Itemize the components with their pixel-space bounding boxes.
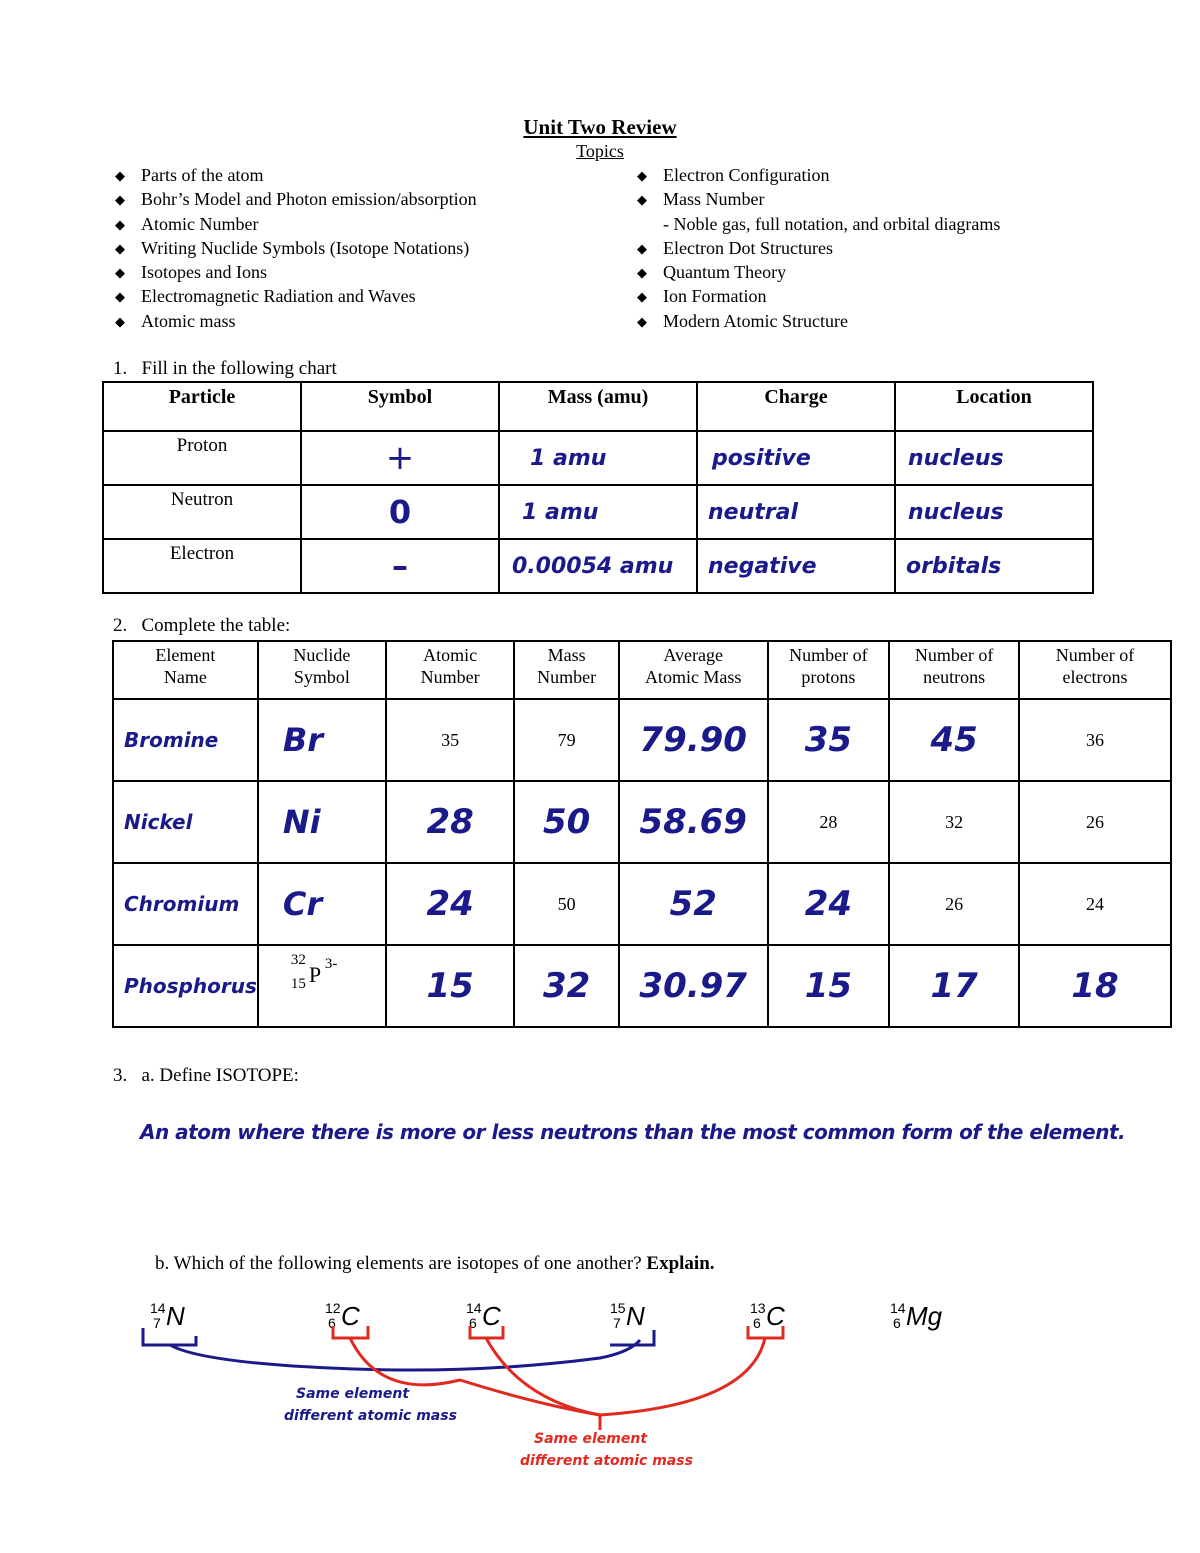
diamond-bullet-icon: ◆ <box>637 266 647 282</box>
nuclide-el: N <box>166 1301 185 1331</box>
nuclide-el: Mg <box>906 1301 943 1331</box>
q2-number: 2. <box>113 615 128 636</box>
diamond-bullet-icon: ◆ <box>115 266 125 282</box>
nuclide-el: N <box>626 1301 645 1331</box>
column-header-line: protons <box>801 667 856 687</box>
column-header-line: neutrons <box>923 667 986 687</box>
handwritten-location: nucleus <box>908 499 1004 525</box>
topic-label: Parts of the atom <box>141 165 264 185</box>
handwritten-value: Ni <box>282 803 321 841</box>
handwritten-value: 50 <box>543 802 591 842</box>
nuclide-part: 15 <box>290 975 306 992</box>
handwritten-value: Br <box>282 721 324 759</box>
nuclide-mass: 13 <box>750 1300 766 1316</box>
isotope-definition-answer: An atom where there is more or less neutrons than the most common form of the element. <box>140 1120 1126 1144</box>
red-note <box>520 1428 693 1472</box>
nuclide-el: C <box>482 1301 501 1331</box>
handwritten-location: nucleus <box>908 445 1004 471</box>
header-charge: Charge <box>697 382 895 431</box>
nuclide-part: 32 <box>290 951 306 968</box>
header-particle: Particle <box>103 382 301 431</box>
bracket-n15 <box>610 1330 654 1345</box>
topic-label: Ion Formation <box>663 286 767 307</box>
diamond-bullet-icon: ◆ <box>115 169 125 184</box>
column-header-line: Name <box>163 667 207 687</box>
topic-label: Quantum Theory <box>663 262 787 283</box>
header-symbol: Symbol <box>301 382 499 431</box>
handwritten-value: 52 <box>669 884 717 924</box>
topics-heading: Topics <box>576 141 624 161</box>
handwritten-charge: negative <box>708 553 817 579</box>
particle-name: Electron <box>103 539 301 593</box>
handwritten-value: 35 <box>804 720 853 760</box>
diamond-bullet-icon: ◆ <box>637 241 647 257</box>
header-location: Location <box>895 382 1093 431</box>
topic-label: Bohr’s Model and Photon emission/absorption <box>141 189 477 210</box>
q2-prompt: Complete the table: <box>141 615 291 636</box>
handwritten-symbol: 0 <box>388 493 412 531</box>
blue-note-line-2: different atomic mass <box>284 1408 457 1424</box>
topic-label: Atomic Number <box>141 213 259 234</box>
printed-value: 50 <box>557 893 576 914</box>
handwritten-value: 32 <box>543 966 591 1006</box>
q3-part-b-text: b. Which of the following elements are isotopes of one another? <box>155 1253 642 1274</box>
handwritten-charge: positive <box>712 445 811 471</box>
page-title: Unit Two Review <box>523 115 677 139</box>
handwritten-mass: 1 amu <box>530 445 607 471</box>
q1-number: 1. <box>113 358 128 379</box>
printed-value: 28 <box>819 811 838 832</box>
handwritten-mass: 0.00054 amu <box>512 553 674 579</box>
q1-prompt: Fill in the following chart <box>141 358 337 379</box>
handwritten-value: Nickel <box>124 810 193 834</box>
column-header-line: Atomic <box>423 645 478 665</box>
topic-label: Electron Configuration <box>663 165 830 185</box>
topic-label: Isotopes and Ions <box>141 262 267 283</box>
topic-label: Electromagnetic Radiation and Waves <box>141 286 416 307</box>
bracket-c13 <box>748 1326 783 1338</box>
diamond-bullet-icon: ◆ <box>115 241 125 257</box>
diamond-bullet-icon: ◆ <box>115 217 125 233</box>
column-header-line: Atomic Mass <box>644 667 742 687</box>
column-header-line: Number of <box>1055 645 1135 665</box>
topic-label: Mass Number <box>663 189 765 210</box>
handwritten-value: 15 <box>426 966 474 1006</box>
nuclide-mass: 15 <box>610 1300 626 1316</box>
column-header-line: Number <box>420 667 480 687</box>
column-header-line: electrons <box>1062 667 1128 687</box>
nuclide-mass: 12 <box>325 1300 341 1316</box>
nuclide-mass: 14 <box>150 1300 166 1316</box>
handwritten-symbol: – <box>392 547 408 585</box>
printed-value: 35 <box>441 729 460 750</box>
column-header-line: Number of <box>914 645 994 665</box>
handwritten-value: 58.69 <box>639 802 747 842</box>
handwritten-value: 28 <box>426 802 474 842</box>
column-header-line: Number of <box>789 645 868 665</box>
nuclide-el: C <box>341 1301 360 1331</box>
column-header-line: Mass <box>547 645 586 665</box>
diamond-bullet-icon: ◆ <box>637 169 647 184</box>
nuclide-atomic: 6 <box>893 1315 901 1331</box>
handwritten-value: 45 <box>930 720 978 760</box>
column-header-line: Nuclide <box>293 645 351 665</box>
handwritten-charge: neutral <box>708 499 798 525</box>
printed-value: 36 <box>1085 729 1104 750</box>
handwritten-symbol: + <box>385 438 415 478</box>
printed-value: 79 <box>557 729 576 750</box>
diamond-bullet-icon: ◆ <box>637 193 647 209</box>
blue-note <box>284 1383 457 1427</box>
topic-label: - Noble gas, full notation, and orbital diagrams <box>663 213 1001 234</box>
q3-number: 3. <box>113 1065 128 1086</box>
column-header-line: Symbol <box>293 667 350 687</box>
handwritten-value: 17 <box>930 966 978 1006</box>
bracket-c14 <box>470 1326 503 1338</box>
topic-label: Electron Dot Structures <box>663 237 833 258</box>
red-note-line-1: Same element <box>534 1431 648 1447</box>
handwritten-value: Bromine <box>124 728 219 752</box>
particle-name: Proton <box>103 431 301 485</box>
handwritten-value: 24 <box>426 884 474 924</box>
handwritten-value: 18 <box>1071 966 1119 1006</box>
handwritten-value: Phosphorus <box>124 974 257 998</box>
topic-label: Atomic mass <box>141 310 236 331</box>
handwritten-value: Cr <box>282 885 323 923</box>
nuclide-el: C <box>766 1301 785 1331</box>
printed-value: 26 <box>1085 811 1104 832</box>
topic-label: Modern Atomic Structure <box>663 310 848 331</box>
handwritten-value: Chromium <box>124 892 240 916</box>
topic-label: Writing Nuclide Symbols (Isotope Notations) <box>141 237 470 258</box>
link-nitrogen-isotopes <box>170 1340 640 1370</box>
handwritten-value: 79.90 <box>639 720 747 760</box>
nuclide-mass: 14 <box>890 1300 906 1316</box>
nuclide-mass: 14 <box>466 1300 482 1316</box>
red-note-line-2: different atomic mass <box>520 1453 693 1469</box>
printed-value: 32 <box>945 811 964 832</box>
column-header-line: Number <box>537 667 597 687</box>
nuclide-atomic: 7 <box>613 1315 621 1331</box>
nuclide-atomic: 6 <box>469 1315 477 1331</box>
printed-value: 24 <box>1085 893 1104 914</box>
diamond-bullet-icon: ◆ <box>115 290 125 306</box>
q3-part-b-explain: Explain. <box>646 1253 715 1274</box>
handwritten-value: 24 <box>804 884 853 924</box>
bracket-n14 <box>143 1328 196 1345</box>
q3-part-a: a. Define ISOTOPE: <box>141 1065 299 1086</box>
nuclide-atomic: 6 <box>753 1315 761 1331</box>
nuclide-part: 3- <box>324 955 338 972</box>
header-mass: Mass (amu) <box>499 382 697 431</box>
blue-note-line-1: Same element <box>296 1386 410 1402</box>
diamond-bullet-icon: ◆ <box>637 290 647 306</box>
bracket-c12 <box>333 1326 368 1338</box>
handwritten-value: 15 <box>804 966 853 1006</box>
column-header-line: Element <box>155 645 216 665</box>
diamond-bullet-icon: ◆ <box>115 193 125 209</box>
nuclide-atomic: 7 <box>153 1315 161 1331</box>
nuclide-part: P <box>308 961 322 987</box>
nuclide-atomic: 6 <box>328 1315 336 1331</box>
diamond-bullet-icon: ◆ <box>637 314 647 330</box>
column-header-line: Average <box>663 645 723 665</box>
particle-name: Neutron <box>103 485 301 539</box>
handwritten-mass: 1 amu <box>522 499 599 525</box>
handwritten-location: orbitals <box>906 553 1002 579</box>
diamond-bullet-icon: ◆ <box>115 314 125 330</box>
handwritten-value: 30.97 <box>639 966 747 1006</box>
printed-value: 26 <box>945 893 964 914</box>
